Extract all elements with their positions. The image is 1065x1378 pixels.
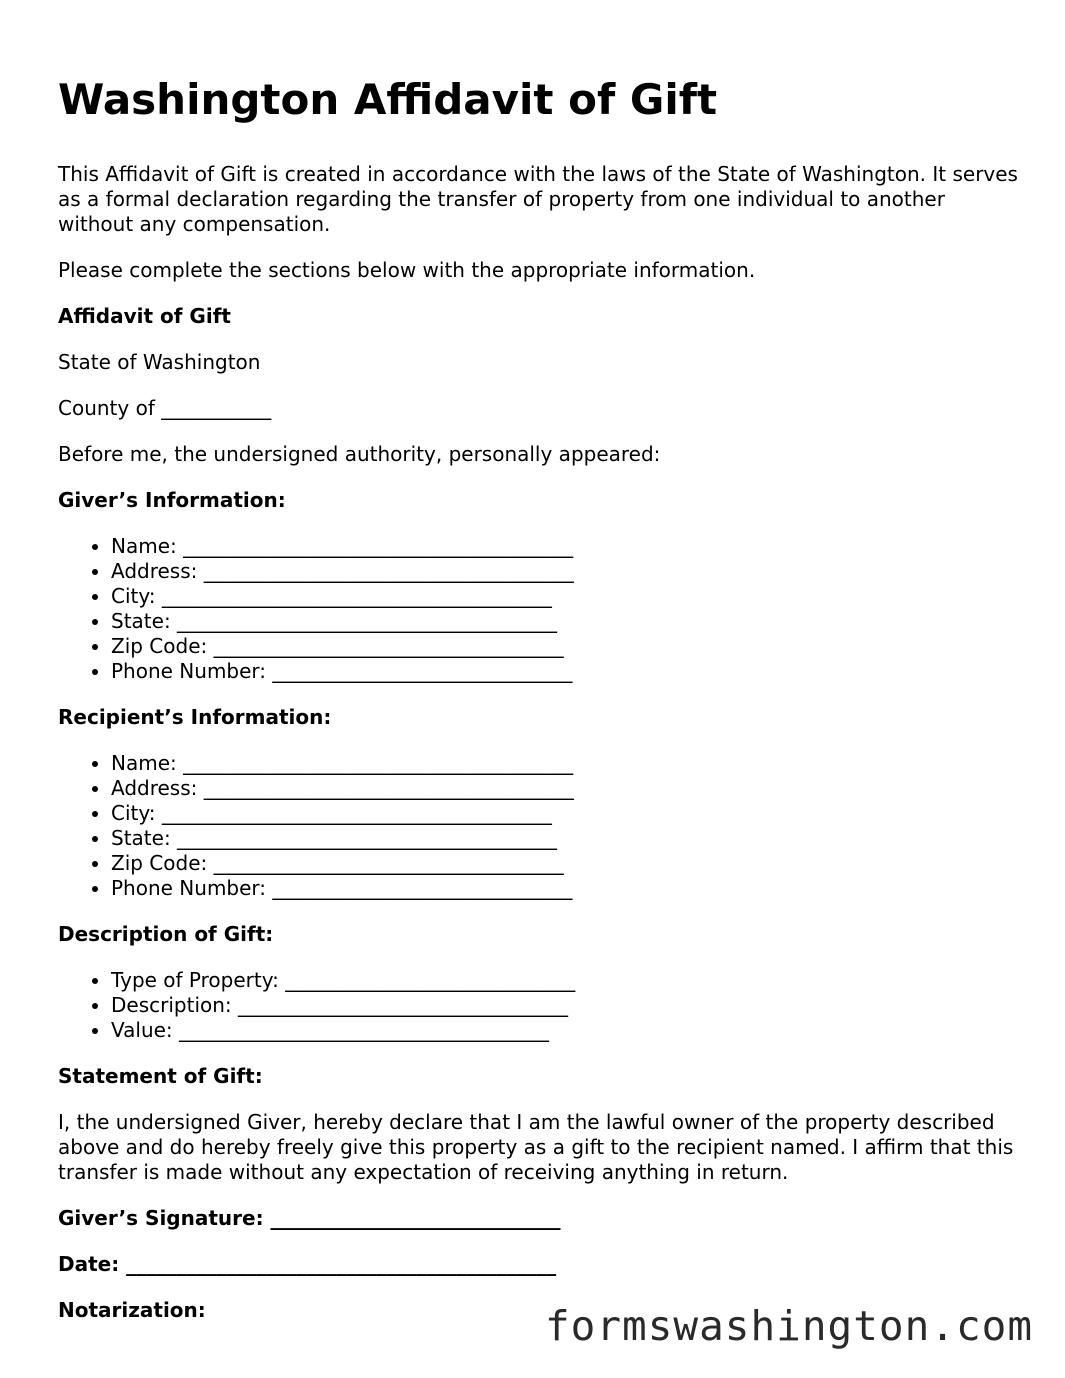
recipient-name-field[interactable]: • Name: _______________________________________	[111, 751, 1018, 776]
recipient-city-field[interactable]: • City: _______________________________________	[111, 801, 1018, 826]
recipient-list	[58, 751, 1018, 901]
giver-phone-field[interactable]: • Phone Number: ______________________________	[111, 659, 1018, 684]
appeared-line: Before me, the undersigned authority, personally appeared:	[58, 442, 661, 466]
instructions-paragraph: Please complete the sections below with the appropriate information.	[58, 258, 756, 282]
signature-line[interactable]: Giver’s Signature: _____________________________	[58, 1206, 561, 1230]
statement-text: I, the undersigned Giver, hereby declare that I am the lawful owner of the property described above and do hereby freely give this property as a gift to the recipient named. I affirm that this transfer is made without any expectation of receiving anything in return.	[58, 1110, 1014, 1184]
gift-heading: Description of Gift:	[58, 922, 274, 946]
gift-description-field[interactable]: • Description: _________________________________	[111, 993, 1018, 1018]
affidavit-heading: Affidavit of Gift	[58, 304, 231, 328]
giver-heading: Giver’s Information:	[58, 488, 286, 512]
recipient-phone-field[interactable]: • Phone Number: ______________________________	[111, 876, 1018, 901]
recipient-zip-field[interactable]: • Zip Code: ___________________________________	[111, 851, 1018, 876]
recipient-heading: Recipient’s Information:	[58, 705, 332, 729]
site-watermark: formswashington.com	[545, 1302, 1033, 1350]
giver-name-field[interactable]: • Name: _______________________________________	[111, 534, 1018, 559]
giver-list	[58, 534, 1018, 684]
gift-list	[58, 968, 1018, 1043]
statement-heading: Statement of Gift:	[58, 1064, 263, 1088]
gift-type-field[interactable]: • Type of Property: _____________________________	[111, 968, 1018, 993]
county-line: County of ___________	[58, 396, 272, 420]
giver-city-field[interactable]: • City: _______________________________________	[111, 584, 1018, 609]
recipient-address-field[interactable]: • Address: _____________________________________	[111, 776, 1018, 801]
giver-state-field[interactable]: • State: ______________________________________	[111, 609, 1018, 634]
gift-value-field[interactable]: • Value: _____________________________________	[111, 1018, 1018, 1043]
state-line: State of Washington	[58, 350, 261, 374]
notarization-heading: Notarization:	[58, 1298, 206, 1322]
giver-address-field[interactable]: • Address: _____________________________________	[111, 559, 1018, 584]
page-title: Washington Affidavit of Gift	[58, 75, 718, 124]
document	[58, 72, 1018, 1344]
intro-paragraph: This Affidavit of Gift is created in accordance with the laws of the State of Washington. It serves as a formal declaration regarding the transfer of property from one individual to another without any compensation.	[58, 162, 1018, 236]
date-line[interactable]: Date: ___________________________________________	[58, 1252, 557, 1276]
giver-zip-field[interactable]: • Zip Code: ___________________________________	[111, 634, 1018, 659]
recipient-state-field[interactable]: • State: ______________________________________	[111, 826, 1018, 851]
